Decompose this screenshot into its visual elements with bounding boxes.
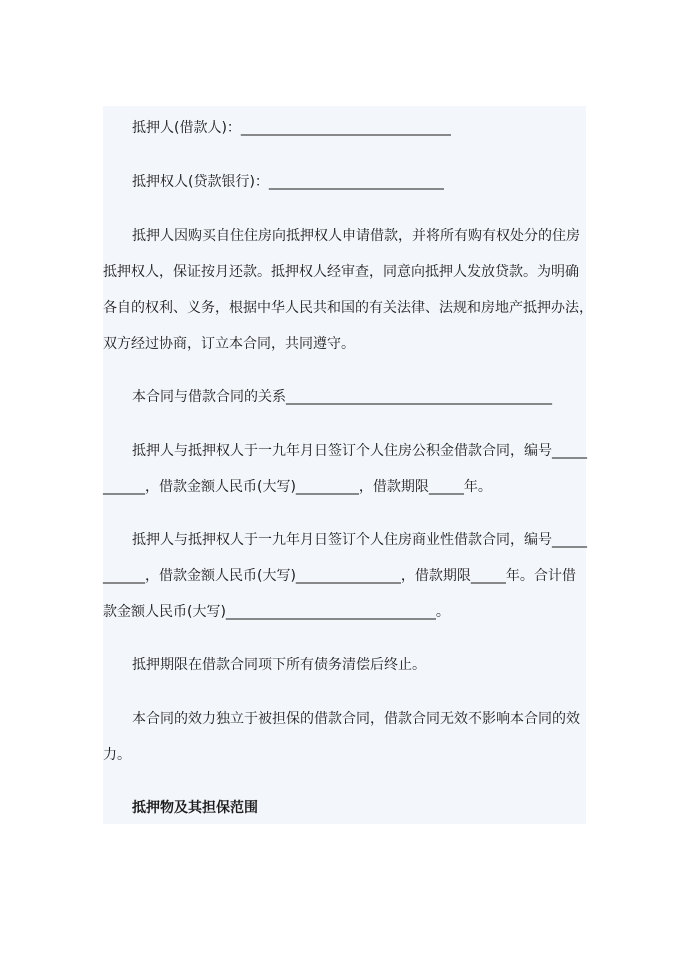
term-line: 抵押期限在借款合同项下所有债务清偿后终止。: [132, 657, 426, 673]
intro-line-4: 双方经过协商，订立本合同，共同遵守。: [103, 336, 355, 352]
intro-line-2: 抵押权人，保证按月还款。抵押权人经审查，同意向抵押人发放贷款。为明确: [103, 264, 579, 280]
mortgagee-field: [103, 164, 586, 200]
commercial-line-3: 款金额人民币(大写)______________________________。: [103, 604, 450, 620]
validity-line-1: 本合同的效力独立于被担保的借款合同，借款合同无效不影响本合同的效: [132, 711, 580, 727]
validity-line-2: 力。: [103, 747, 131, 763]
intro-paragraph: [103, 218, 593, 362]
relationship-line: 本合同与借款合同的关系______________________________________: [132, 389, 552, 405]
mortgagee-line: 抵押权人(贷款银行)：_________________________: [132, 174, 444, 190]
commercial-line-2: ______，借款金额人民币(大写)_______________，借款期限_____年。合计借: [103, 568, 576, 584]
term-paragraph: [103, 647, 586, 683]
commercial-line-1: 抵押人与抵押权人于一九年月日签订个人住房商业性借款合同，编号_____: [132, 532, 587, 548]
intro-line-3: 各自的权利、义务，根据中华人民共和国的有关法律、法规和房地产抵押办法，: [103, 300, 593, 316]
provident-line-1: 抵押人与抵押权人于一九年月日签订个人住房公积金借款合同，编号_____: [132, 443, 587, 459]
intro-line-1: 抵押人因购买自住住房向抵押权人申请借款，并将所有购有权处分的住房: [132, 228, 580, 244]
commercial-loan-paragraph: [103, 522, 586, 630]
relationship-paragraph: [103, 379, 586, 415]
provident-line-2: ______，借款金额人民币(大写)_________，借款期限_____年。: [103, 479, 492, 495]
mortgagor-line: 抵押人(借款人)：______________________________: [132, 120, 451, 136]
mortgagor-field: [103, 110, 586, 146]
section-heading-text: 抵押物及其担保范围: [132, 800, 258, 816]
validity-paragraph: [103, 701, 586, 773]
section-heading: [103, 790, 586, 826]
provident-fund-paragraph: [103, 433, 586, 505]
